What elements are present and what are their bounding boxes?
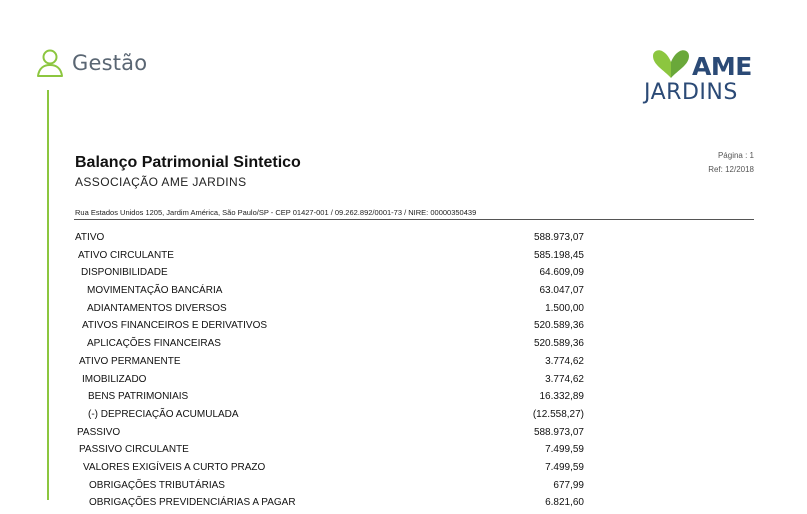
table-row (72, 390, 762, 408)
accent-divider (47, 90, 49, 500)
document-meta (708, 149, 754, 177)
ame-jardins-logo[interactable] (640, 46, 765, 108)
table-row (72, 496, 762, 514)
document-subtitle: ASSOCIAÇÃO AME JARDINS (75, 175, 247, 189)
table-row (72, 443, 762, 461)
table-row (72, 479, 762, 497)
table-row (72, 373, 762, 391)
row-label: ADIANTAMENTOS DIVERSOS (87, 302, 227, 314)
row-value: 7.499,59 (545, 444, 584, 456)
table-row (72, 355, 762, 373)
row-label: (-) DEPRECIAÇÃO ACUMULADA (88, 408, 239, 420)
user-icon (36, 48, 64, 78)
row-label: ATIVO PERMANENTE (79, 355, 181, 367)
row-value: 64.609,09 (539, 267, 584, 279)
row-value: 588.973,07 (533, 232, 584, 243)
table-row (72, 266, 762, 284)
section-title: Gestão (72, 51, 148, 75)
row-label: ATIVOS FINANCEIROS E DERIVATIVOS (82, 320, 268, 332)
row-label: VALORES EXIGÍVEIS A CURTO PRAZO (83, 461, 266, 473)
row-label: PASSIVO (77, 426, 121, 438)
reference-period: Ref: 12/2018 (708, 165, 754, 174)
row-label: IMOBILIZADO (82, 373, 147, 385)
balance-sheet-document (72, 140, 762, 509)
row-label: BENS PATRIMONIAIS (88, 391, 189, 403)
row-value: 63.047,07 (539, 285, 584, 297)
table-row (72, 319, 762, 337)
header-divider (74, 219, 754, 220)
row-value: 520.589,36 (533, 338, 584, 350)
balance-table (72, 231, 762, 514)
logo-jardins-text: JARDINS (644, 80, 738, 105)
page-header (0, 0, 807, 120)
row-value: 677,99 (553, 479, 584, 491)
row-label: ATIVO (75, 232, 105, 243)
page-number: Página : 1 (717, 151, 754, 160)
table-row (72, 426, 762, 444)
row-label: OBRIGAÇÕES PREVIDENCIÁRIAS A PAGAR (89, 497, 296, 509)
table-row (72, 284, 762, 302)
row-value: 588.973,07 (533, 426, 584, 438)
table-row (72, 302, 762, 320)
table-row (72, 408, 762, 426)
row-value: 16.332,89 (539, 391, 584, 403)
row-value: 3.774,62 (545, 355, 584, 367)
row-label: APLICAÇÕES FINANCEIRAS (87, 338, 221, 350)
row-value: 6.821,60 (545, 497, 584, 509)
company-address: Rua Estados Unidos 1205, Jardim América, São Paulo/SP - CEP 01427-001 / 09.262.892/0001-73 / NIRE: 00000350439 (75, 208, 477, 217)
row-label: MOVIMENTAÇÃO BANCÁRIA (87, 285, 223, 297)
row-value: (12.558,27) (532, 408, 584, 420)
table-row (72, 231, 762, 249)
heart-leaf-icon (650, 48, 692, 80)
gestao-section[interactable] (36, 48, 147, 78)
row-value: 1.500,00 (545, 302, 584, 314)
table-row (72, 461, 762, 479)
row-label: DISPONIBILIDADE (81, 267, 168, 279)
row-label: ATIVO CIRCULANTE (78, 249, 174, 261)
row-value: 520.589,36 (533, 320, 584, 332)
table-row (72, 249, 762, 267)
row-label: PASSIVO CIRCULANTE (79, 444, 189, 456)
row-value: 7.499,59 (545, 461, 584, 473)
row-value: 3.774,62 (545, 373, 584, 385)
table-row (72, 337, 762, 355)
row-value: 585.198,45 (533, 249, 584, 261)
document-title: Balanço Patrimonial Sintetico (75, 154, 301, 171)
row-label: OBRIGAÇÕES TRIBUTÁRIAS (89, 479, 225, 491)
logo-ame-text: AME (692, 52, 752, 81)
